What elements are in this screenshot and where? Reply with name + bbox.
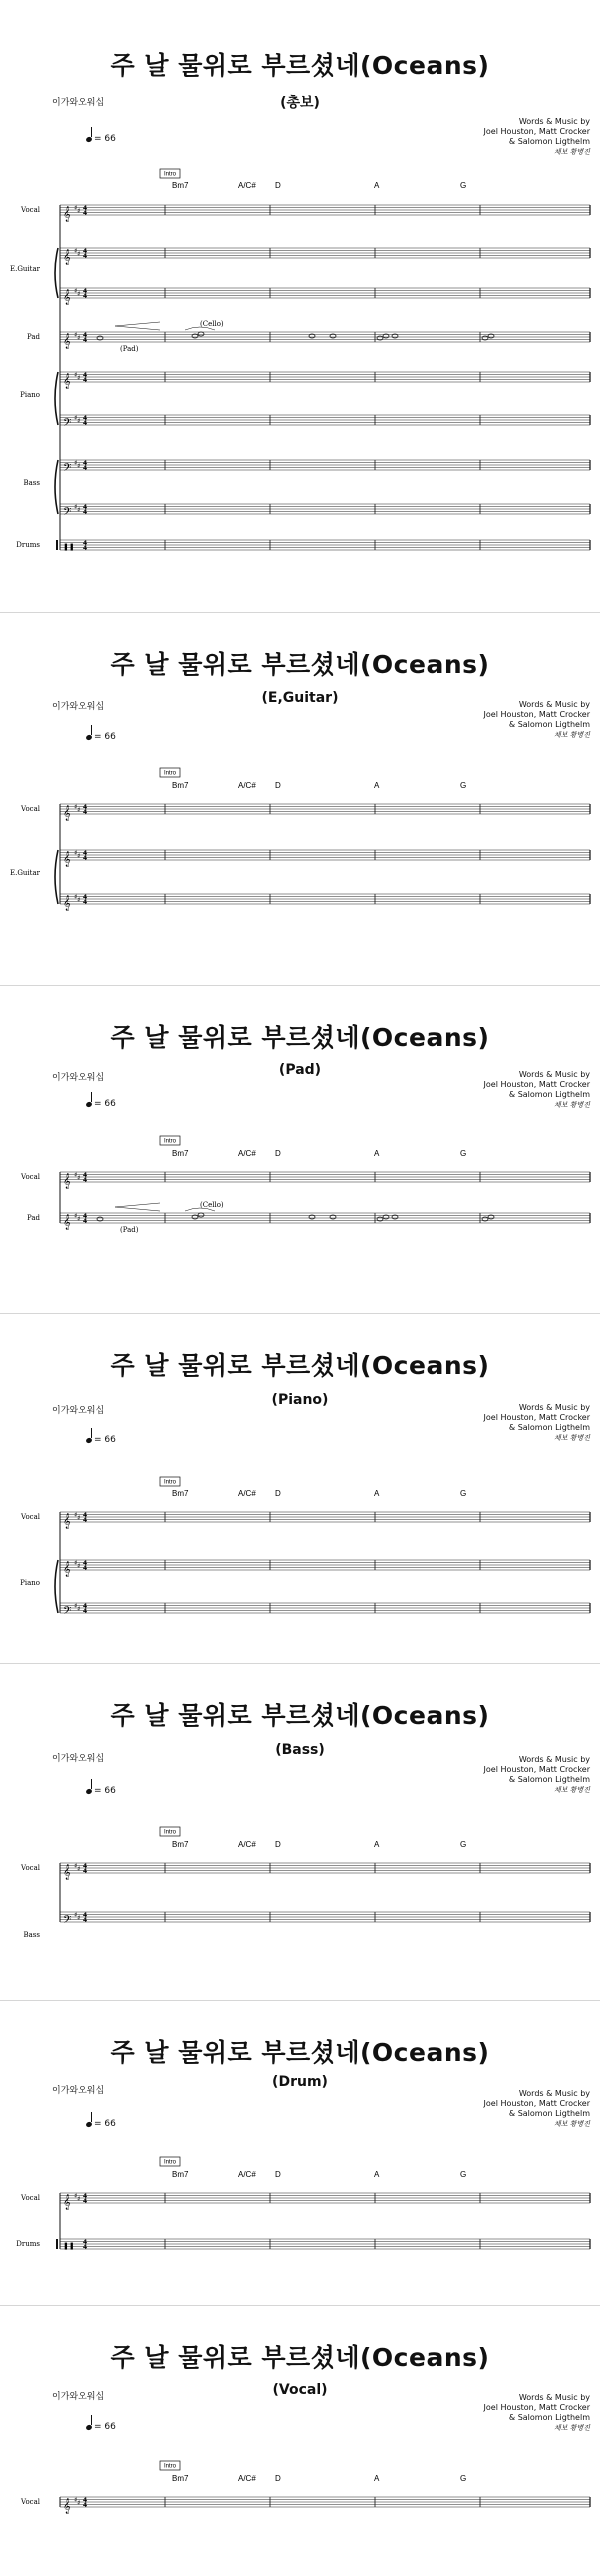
instrument-label-drums: Drums [16,2240,40,2248]
arranger-credit: 채보 황병진 [553,1786,590,1794]
sharp-icon: ♯ [77,1174,81,1182]
song-title: 주 날 물위로 부르셨네(Oceans) [110,2343,490,2372]
artist-name: 이가와오워십 [52,1406,105,1416]
time-signature-top: 4 [83,460,88,467]
credit-line: Joel Houston, Matt Crocker [483,1413,590,1422]
time-signature-top: 4 [83,850,88,857]
chord-symbol: A [374,2474,380,2483]
score-svg [0,1313,600,1663]
pad-notes [97,1201,494,1234]
tempo-value: = 66 [94,732,116,742]
chord-symbol: A/C# [238,1149,256,1158]
part-subtitle: (Bass) [275,1742,325,1758]
time-signature-top: 4 [83,1912,88,1919]
time-signature-top: 4 [83,2497,88,2504]
staff-piano2 [60,414,590,432]
time-signature-bottom: 4 [83,899,88,906]
sharp-icon: ♯ [77,2499,81,2507]
instrument-label-vocal: Vocal [21,206,40,214]
artist-name: 이가와오워십 [52,702,105,712]
time-signature-top: 4 [83,248,88,255]
crescendo-hairpin [115,1207,160,1211]
time-signature-top: 4 [83,540,88,547]
rehearsal-mark [160,768,180,777]
sharp-icon: ♯ [74,1911,78,1919]
chord-symbol: G [460,781,467,790]
staff-bass [23,1911,590,1939]
sharp-icon: ♯ [77,462,81,470]
time-signature-bottom: 4 [83,2502,88,2509]
score-svg [0,2000,600,2305]
cello-annotation: (Cello) [200,320,224,328]
chord-symbol: A/C# [238,781,256,790]
artist-name: 이가와오워십 [52,2392,105,2402]
sharp-icon: ♯ [74,204,78,212]
instrument-label-guitar: E.Guitar [9,869,40,877]
brace-icon [55,372,58,425]
staff-piano [20,371,590,399]
page-separator [0,985,600,986]
credit-line: Joel Houston, Matt Crocker [483,1080,590,1089]
arranger-credit: 채보 황병진 [553,1434,590,1442]
credit-line: & Salomon Ligthelm [508,137,590,146]
instrument-label-piano: Piano [20,1579,40,1587]
page-separator [0,1663,600,1664]
clef-icon: 𝄢 [63,462,72,477]
time-signature-top: 4 [83,1512,88,1519]
instrument-label-vocal: Vocal [21,1513,40,1521]
page-separator [0,612,600,613]
clef-icon: 𝄢 [63,1914,72,1929]
song-title: 주 날 물위로 부르셨네(Oceans) [110,2038,490,2067]
clef-icon: 𝄞 [63,1174,71,1189]
song-title: 주 날 물위로 부르셨네(Oceans) [110,1023,490,1052]
credit-line: Words & Music by [518,700,590,709]
instrument-label-bass: Bass [23,1931,40,1939]
arranger-credit: 채보 황병진 [553,2424,590,2432]
score-svg [0,2305,600,2572]
staff-piano [20,1559,590,1587]
instrument-label-vocal: Vocal [21,2194,40,2202]
cello-annotation: (Cello) [200,1201,224,1209]
clef-icon: 𝄞 [63,852,71,867]
credit-line: & Salomon Ligthelm [508,720,590,729]
staff-drums [16,540,590,552]
sharp-icon: ♯ [74,459,78,467]
brace-icon [55,850,58,904]
chord-symbol: A/C# [238,2170,256,2179]
score-page [0,985,600,1313]
sharp-icon: ♯ [74,2192,78,2200]
instrument-label-pad: Pad [26,1214,40,1222]
staff-vocal [20,2192,590,2210]
sharp-icon: ♯ [77,1605,81,1613]
sharp-icon: ♯ [74,247,78,255]
instrument-label-bass: Bass [23,479,40,487]
clef-icon: 𝄢 [63,506,72,521]
time-signature-bottom: 4 [83,420,88,427]
chord-symbol: D [275,2474,281,2483]
sharp-icon: ♯ [77,852,81,860]
brace-icon [55,1560,58,1613]
rehearsal-mark [160,1136,180,1145]
arranger-credit: 채보 황병진 [553,1101,590,1109]
chord-symbol: A [374,2170,380,2179]
crescendo-hairpin [115,326,160,330]
rehearsal-mark [160,169,180,178]
time-signature-bottom: 4 [83,253,88,260]
time-signature-bottom: 4 [83,377,88,384]
chord-symbol: Bm7 [172,1840,189,1849]
sharp-icon: ♯ [74,371,78,379]
sharp-icon: ♯ [74,2496,78,2504]
score-page [0,2000,600,2305]
time-signature-top: 4 [83,1603,88,1610]
sharp-icon: ♯ [74,503,78,511]
clef-icon: 𝄞 [63,334,71,349]
sharp-icon: ♯ [77,290,81,298]
credit-line: Words & Music by [518,1403,590,1412]
chord-symbol: A/C# [238,1489,256,1498]
score-page [0,2305,600,2572]
chord-symbol: G [460,1149,467,1158]
chord-symbol: G [460,1840,467,1849]
chord-symbol: G [460,2474,467,2483]
staff-vocal [20,1171,590,1189]
artist-name: 이가와오워십 [52,2086,105,2096]
rehearsal-mark [160,2157,180,2166]
time-signature-top: 4 [83,1863,88,1870]
instrument-label-vocal: Vocal [21,805,40,813]
part-subtitle: (E,Guitar) [261,690,339,706]
time-signature-top: 4 [83,894,88,901]
credit-line: Joel Houston, Matt Crocker [483,710,590,719]
chord-symbol: A [374,1489,380,1498]
staff-bass2 [60,503,590,521]
sharp-icon: ♯ [77,250,81,258]
tempo-value: = 66 [94,1099,116,1109]
time-signature-bottom: 4 [83,1177,88,1184]
clef-icon: 𝄞 [63,207,71,222]
time-signature-bottom: 4 [83,509,88,516]
pad-annotation: (Pad) [120,345,139,353]
instrument-label-guitar: E.Guitar [9,265,40,273]
time-signature-bottom: 4 [83,809,88,816]
credit-line: Joel Houston, Matt Crocker [483,127,590,136]
staff-piano2 [60,1602,590,1620]
song-title: 주 날 물위로 부르셨네(Oceans) [110,1351,490,1380]
time-signature-bottom: 4 [83,1608,88,1615]
artist-name: 이가와오워십 [52,98,105,108]
instrument-label-vocal: Vocal [21,1864,40,1872]
tempo-value: = 66 [94,2422,116,2432]
instrument-label-drums: Drums [16,541,40,549]
brace-icon [55,460,58,514]
chord-symbol: D [275,1489,281,1498]
part-subtitle: (Piano) [271,1392,329,1408]
time-signature-bottom: 4 [83,1917,88,1924]
time-signature-top: 4 [83,332,88,339]
staff-vocal [20,204,590,222]
time-signature-bottom: 4 [83,1868,88,1875]
clef-icon: 𝄢 [63,417,72,432]
clef-icon: 𝄞 [63,1215,71,1230]
credit-line: & Salomon Ligthelm [508,1775,590,1784]
score-svg [0,1663,600,2000]
sharp-icon: ♯ [77,1514,81,1522]
chord-symbol: D [275,1149,281,1158]
sharp-icon: ♯ [77,374,81,382]
score-svg [0,0,600,612]
arranger-credit: 채보 황병진 [553,2120,590,2128]
chord-symbol: D [275,2170,281,2179]
instrument-label-vocal: Vocal [21,2498,40,2506]
time-signature-bottom: 4 [83,2198,88,2205]
staff-guitar2 [60,893,590,911]
staff-pad [27,1201,590,1234]
sharp-icon: ♯ [74,849,78,857]
clef-icon: 𝄞 [63,374,71,389]
instrument-label-pad: Pad [26,333,40,341]
song-title: 주 날 물위로 부르셨네(Oceans) [110,1701,490,1730]
rehearsal-label: Intro [163,1829,177,1836]
credit-line: & Salomon Ligthelm [508,1423,590,1432]
tempo-value: = 66 [94,134,116,144]
artist-name: 이가와오워십 [52,1073,105,1083]
sharp-icon: ♯ [77,1215,81,1223]
chord-symbol: A/C# [238,2474,256,2483]
clef-icon: 𝄞 [63,1514,71,1529]
score-svg [0,985,600,1313]
arranger-credit: 채보 황병진 [553,731,590,739]
artist-name: 이가와오워십 [52,1754,105,1764]
staff-guitar [10,247,590,273]
time-signature-top: 4 [83,2193,88,2200]
credit-line: Words & Music by [518,1755,590,1764]
song-title: 주 날 물위로 부르셨네(Oceans) [110,51,490,80]
clef-icon: 𝄢 [63,1605,72,1620]
pad-notes [97,320,494,353]
tempo-value: = 66 [94,2119,116,2129]
time-signature-bottom: 4 [83,855,88,862]
part-subtitle: (Drum) [272,2074,328,2090]
clef-icon: 𝄞 [63,1865,71,1880]
time-signature-bottom: 4 [83,1517,88,1524]
clef-icon: 𝄞 [63,2499,71,2514]
staff-vocal [20,803,590,821]
chord-symbol: G [460,181,467,190]
chord-symbol: A [374,781,380,790]
rehearsal-label: Intro [163,2463,177,2470]
sharp-icon: ♯ [77,1914,81,1922]
drum-bracket [56,2239,58,2249]
chord-symbol: A/C# [238,181,256,190]
time-signature-bottom: 4 [83,1218,88,1225]
staff-vocal [20,1862,590,1880]
credit-line: Joel Houston, Matt Crocker [483,1765,590,1774]
staff-drums [16,2239,590,2251]
time-signature-top: 4 [83,1172,88,1179]
sharp-icon: ♯ [74,1602,78,1610]
whole-note [198,332,204,336]
staff-bass [23,459,590,487]
time-signature-bottom: 4 [83,2244,88,2251]
sharp-icon: ♯ [74,414,78,422]
clef-icon: 𝄞 [63,896,71,911]
clef-icon: 𝄞 [63,1562,71,1577]
page-separator [0,1313,600,1314]
credit-line: Joel Houston, Matt Crocker [483,2099,590,2108]
chord-symbol: Bm7 [172,2170,189,2179]
credit-line: & Salomon Ligthelm [508,2109,590,2118]
chord-symbol: D [275,781,281,790]
time-signature-top: 4 [83,804,88,811]
credit-line: Words & Music by [518,1070,590,1079]
time-signature-top: 4 [83,205,88,212]
staff-guitar [10,849,590,877]
rehearsal-label: Intro [163,1138,177,1145]
time-signature-top: 4 [83,504,88,511]
tempo-value: = 66 [94,1435,116,1445]
time-signature-bottom: 4 [83,337,88,344]
clef-icon: ❚❚ [63,2242,75,2250]
time-signature-top: 4 [83,415,88,422]
time-signature-top: 4 [83,1560,88,1567]
time-signature-bottom: 4 [83,210,88,217]
song-title: 주 날 물위로 부르셨네(Oceans) [110,650,490,679]
tempo-value: = 66 [94,1786,116,1796]
chord-symbol: Bm7 [172,781,189,790]
sharp-icon: ♯ [74,1862,78,1870]
page-separator [0,2305,600,2306]
score-page [0,1663,600,2000]
part-subtitle: (Pad) [278,1062,322,1078]
time-signature-bottom: 4 [83,1565,88,1572]
drum-bracket [56,540,58,550]
crescendo-hairpin [115,322,160,326]
time-signature-top: 4 [83,1213,88,1220]
part-subtitle: (총보) [280,95,320,111]
credit-line: Words & Music by [518,117,590,126]
sharp-icon: ♯ [77,207,81,215]
chord-symbol: Bm7 [172,181,189,190]
sharp-icon: ♯ [77,1562,81,1570]
chord-symbol: Bm7 [172,2474,189,2483]
sharp-icon: ♯ [77,806,81,814]
time-signature-top: 4 [83,372,88,379]
rehearsal-label: Intro [163,770,177,777]
credit-line: & Salomon Ligthelm [508,2413,590,2422]
sharp-icon: ♯ [77,506,81,514]
chord-symbol: D [275,1840,281,1849]
chord-symbol: G [460,1489,467,1498]
credit-line: Words & Music by [518,2089,590,2098]
score-svg [0,612,600,985]
chord-symbol: D [275,181,281,190]
chord-symbol: A/C# [238,1840,256,1849]
sharp-icon: ♯ [74,893,78,901]
staff-pad [27,320,590,353]
sharp-icon: ♯ [77,334,81,342]
staff-guitar2 [60,287,590,305]
sharp-icon: ♯ [77,417,81,425]
pad-annotation: (Pad) [120,1226,139,1234]
rehearsal-mark [160,2461,180,2470]
sharp-icon: ♯ [74,287,78,295]
score-page [0,0,600,612]
page-separator [0,2000,600,2001]
clef-icon: 𝄞 [63,290,71,305]
sharp-icon: ♯ [77,2195,81,2203]
credit-line: Words & Music by [518,2393,590,2402]
time-signature-top: 4 [83,2239,88,2246]
crescendo-hairpin [115,1203,160,1207]
rehearsal-mark [160,1827,180,1836]
arranger-credit: 채보 황병진 [553,148,590,156]
rehearsal-label: Intro [163,171,177,178]
sharp-icon: ♯ [74,331,78,339]
sharp-icon: ♯ [74,1559,78,1567]
sharp-icon: ♯ [77,1865,81,1873]
sharp-icon: ♯ [77,896,81,904]
staff-vocal [20,2496,590,2514]
chord-symbol: Bm7 [172,1149,189,1158]
chord-symbol: A [374,1149,380,1158]
score-page [0,1313,600,1663]
time-signature-bottom: 4 [83,545,88,552]
clef-icon: ❚❚ [63,543,75,551]
chord-symbol: A [374,181,380,190]
sharp-icon: ♯ [74,803,78,811]
instrument-label-vocal: Vocal [21,1173,40,1181]
sharp-icon: ♯ [74,1171,78,1179]
chord-symbol: Bm7 [172,1489,189,1498]
time-signature-bottom: 4 [83,465,88,472]
clef-icon: 𝄞 [63,806,71,821]
sharp-icon: ♯ [74,1511,78,1519]
part-subtitle: (Vocal) [272,2382,328,2398]
rehearsal-label: Intro [163,1479,177,1486]
rehearsal-mark [160,1477,180,1486]
chord-symbol: G [460,2170,467,2179]
clef-icon: 𝄞 [63,2195,71,2210]
credit-line: & Salomon Ligthelm [508,1090,590,1099]
brace-icon [55,248,58,298]
staff-vocal [20,1511,590,1529]
chord-symbol: A [374,1840,380,1849]
time-signature-top: 4 [83,288,88,295]
instrument-label-piano: Piano [20,391,40,399]
rehearsal-label: Intro [163,2159,177,2166]
whole-note [198,1213,204,1217]
score-page [0,612,600,985]
clef-icon: 𝄞 [63,250,71,265]
sharp-icon: ♯ [74,1212,78,1220]
time-signature-bottom: 4 [83,293,88,300]
credit-line: Joel Houston, Matt Crocker [483,2403,590,2412]
